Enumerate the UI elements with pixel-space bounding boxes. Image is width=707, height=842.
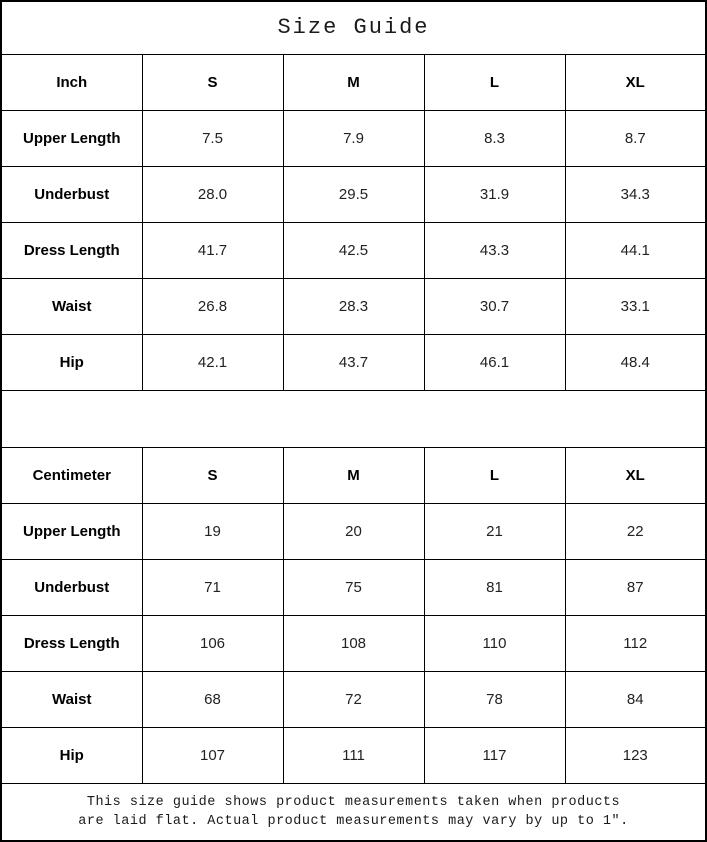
measurement-value: 108 [283, 615, 424, 671]
table-row-cm-underbust [1, 559, 706, 615]
measurement-value: 43.3 [424, 222, 565, 278]
unit-header-inch: Inch [1, 54, 142, 110]
footnote-row [1, 783, 706, 841]
col-header-s: S [142, 447, 283, 503]
measurement-value: 84 [565, 671, 706, 727]
row-label: Waist [1, 278, 142, 334]
col-header-l: L [424, 54, 565, 110]
col-header-m: M [283, 54, 424, 110]
spacer-cell [1, 390, 706, 447]
measurement-value: 29.5 [283, 166, 424, 222]
measurement-value: 117 [424, 727, 565, 783]
table-row-cm-hip [1, 727, 706, 783]
unit-header-centimeter: Centimeter [1, 447, 142, 503]
measurement-value: 44.1 [565, 222, 706, 278]
cm-header-row [1, 447, 706, 503]
row-label: Upper Length [1, 110, 142, 166]
col-header-xl: XL [565, 54, 706, 110]
measurement-value: 30.7 [424, 278, 565, 334]
col-header-xl: XL [565, 447, 706, 503]
measurement-value: 28.3 [283, 278, 424, 334]
footnote-line-2: are laid flat. Actual product measurements may vary by up to 1″. [78, 813, 629, 829]
measurement-value: 110 [424, 615, 565, 671]
measurement-value: 41.7 [142, 222, 283, 278]
measurement-value: 42.5 [283, 222, 424, 278]
table-row-cm-waist [1, 671, 706, 727]
measurement-value: 87 [565, 559, 706, 615]
measurement-value: 7.9 [283, 110, 424, 166]
measurement-value: 48.4 [565, 334, 706, 390]
measurement-value: 123 [565, 727, 706, 783]
col-header-m: M [283, 447, 424, 503]
table-spacer-row [1, 390, 706, 447]
measurement-value: 31.9 [424, 166, 565, 222]
measurement-value: 21 [424, 503, 565, 559]
row-label: Dress Length [1, 615, 142, 671]
footnote-line-1: This size guide shows product measurements taken when products [86, 794, 621, 810]
row-label: Hip [1, 334, 142, 390]
row-label: Upper Length [1, 503, 142, 559]
title-row [1, 1, 706, 54]
measurement-value: 28.0 [142, 166, 283, 222]
row-label: Waist [1, 671, 142, 727]
table-row-inch-hip [1, 334, 706, 390]
measurement-value: 112 [565, 615, 706, 671]
col-header-s: S [142, 54, 283, 110]
measurement-value: 19 [142, 503, 283, 559]
table-row-inch-waist [1, 278, 706, 334]
measurement-value: 46.1 [424, 334, 565, 390]
table-row-cm-dress-length [1, 615, 706, 671]
measurement-value: 7.5 [142, 110, 283, 166]
measurement-value: 81 [424, 559, 565, 615]
measurement-value: 106 [142, 615, 283, 671]
measurement-value: 72 [283, 671, 424, 727]
measurement-value: 111 [283, 727, 424, 783]
measurement-value: 26.8 [142, 278, 283, 334]
measurement-value: 78 [424, 671, 565, 727]
measurement-value: 42.1 [142, 334, 283, 390]
measurement-value: 33.1 [565, 278, 706, 334]
measurement-value: 71 [142, 559, 283, 615]
measurement-value: 75 [283, 559, 424, 615]
measurement-value: 34.3 [565, 166, 706, 222]
col-header-l: L [424, 447, 565, 503]
footnote [1, 783, 706, 841]
measurement-value: 22 [565, 503, 706, 559]
row-label: Dress Length [1, 222, 142, 278]
table-row-cm-upper-length [1, 503, 706, 559]
table-row-inch-underbust [1, 166, 706, 222]
table-row-inch-upper-length [1, 110, 706, 166]
measurement-value: 107 [142, 727, 283, 783]
measurement-value: 8.3 [424, 110, 565, 166]
measurement-value: 43.7 [283, 334, 424, 390]
measurement-value: 20 [283, 503, 424, 559]
row-label: Hip [1, 727, 142, 783]
row-label: Underbust [1, 559, 142, 615]
page-title: Size Guide [1, 1, 706, 54]
inch-header-row [1, 54, 706, 110]
table-row-inch-dress-length [1, 222, 706, 278]
measurement-value: 68 [142, 671, 283, 727]
measurement-value: 8.7 [565, 110, 706, 166]
row-label: Underbust [1, 166, 142, 222]
